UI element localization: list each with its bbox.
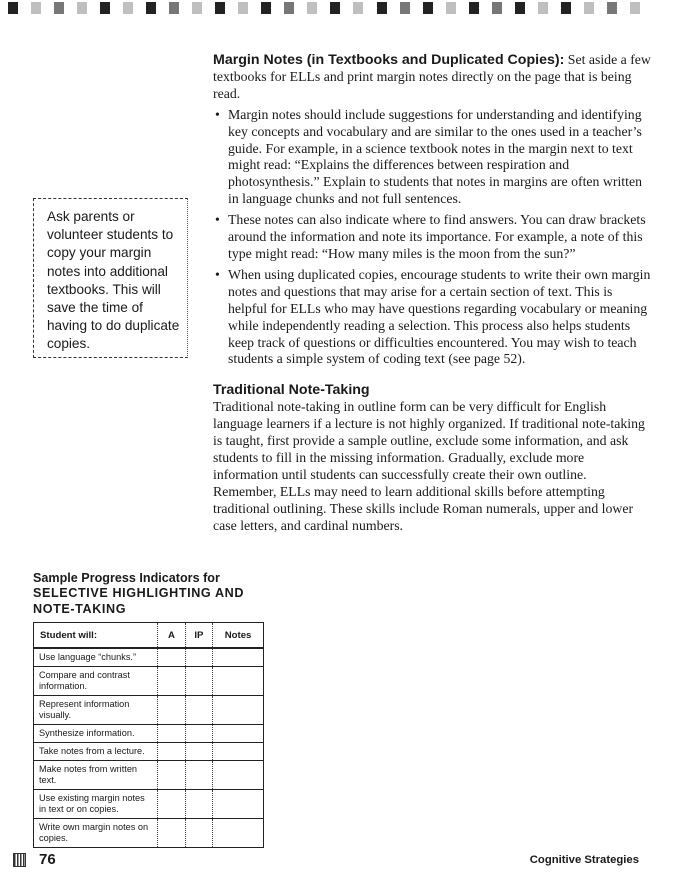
- registration-square: [146, 2, 156, 14]
- notes-cell: [213, 790, 264, 819]
- table-row: [34, 667, 264, 696]
- margin-notes-paragraph: [213, 52, 651, 103]
- registration-square: [584, 2, 594, 14]
- registration-square: [284, 2, 294, 14]
- table-row: [34, 743, 264, 761]
- checkbox-cell-a: [158, 648, 185, 667]
- column-header-notes: Notes: [213, 623, 264, 649]
- progress-indicators-table: [33, 622, 264, 848]
- registration-square: [561, 2, 571, 14]
- checkbox-cell-ip: [185, 790, 212, 819]
- list-item: • Margin notes should include suggestions for understanding and identifying key concepts and vocabulary and are similar to the ones used in a teacher’s guide. For example, in a science textbook notes in the margin next to text might read: “Explains the differences between respiration and photosynthesis.” Explain to students that notes in margins are often written in language chunks and not full sentences.: [228, 107, 651, 208]
- checkbox-cell-ip: [185, 761, 212, 790]
- registration-square: [492, 2, 502, 14]
- notes-cell: [213, 696, 264, 725]
- table-row: [34, 648, 264, 667]
- column-header-ip: IP: [185, 623, 212, 649]
- checkbox-cell-a: [158, 725, 185, 743]
- column-header-student-will: Student will:: [34, 623, 158, 649]
- registration-square: [123, 2, 133, 14]
- registration-square: [377, 2, 387, 14]
- row-label: Make notes from written text.: [34, 761, 158, 790]
- registration-square: [423, 2, 433, 14]
- table-row: [34, 790, 264, 819]
- page-number-block: [13, 851, 56, 868]
- registration-square: [54, 2, 64, 14]
- checkbox-cell-ip: [185, 743, 212, 761]
- registration-square: [515, 2, 525, 14]
- notes-cell: [213, 648, 264, 667]
- list-item: • When using duplicated copies, encourage students to write their own margin notes and questions that may arise for a certain section of text. This is helpful for ELLs who may have questions regarding vocabulary or meaning while independently reading a selection. This process also helps students keep track of questions or difficulties encountered. You may wish to teach students a simple system of coding text (see page 52).: [228, 267, 651, 368]
- notes-cell: [213, 725, 264, 743]
- notes-cell: [213, 743, 264, 761]
- registration-square: [446, 2, 456, 14]
- row-label: Represent information visually.: [34, 696, 158, 725]
- row-label: Use existing margin notes in text or on copies.: [34, 790, 158, 819]
- table-row: [34, 819, 264, 848]
- list-item: • These notes can also indicate where to find answers. You can draw brackets around the information and note its importance. For example, a note of this type might read: “How many miles is the moon from the sun?”: [228, 212, 651, 263]
- checkbox-cell-ip: [185, 819, 212, 848]
- checkbox-cell-ip: [185, 648, 212, 667]
- page-marker-icon: [13, 853, 26, 867]
- registration-square: [215, 2, 225, 14]
- margin-notes-intro: Set aside a few textbooks for ELLs and print margin notes directly on the page that is being read.: [213, 52, 651, 101]
- row-label: Compare and contrast information.: [34, 667, 158, 696]
- row-label: Synthesize information.: [34, 725, 158, 743]
- registration-square: [538, 2, 548, 14]
- section-footer-title: Cognitive Strategies: [529, 854, 639, 866]
- registration-square: [630, 2, 640, 14]
- checkbox-cell-a: [158, 743, 185, 761]
- registration-square: [400, 2, 410, 14]
- registration-square: [31, 2, 41, 14]
- registration-square: [77, 2, 87, 14]
- checkbox-cell-a: [158, 761, 185, 790]
- checkbox-cell-ip: [185, 696, 212, 725]
- registration-square: [607, 2, 617, 14]
- checkbox-cell-a: [158, 696, 185, 725]
- checkbox-cell-a: [158, 790, 185, 819]
- progress-title-line1: Sample Progress Indicators for: [33, 571, 220, 585]
- registration-square: [192, 2, 202, 14]
- top-registration-bar: [8, 2, 640, 16]
- registration-square: [307, 2, 317, 14]
- column-header-a: A: [158, 623, 185, 649]
- margin-notes-heading: Margin Notes (in Textbooks and Duplicated Copies):: [213, 52, 565, 68]
- row-label: Take notes from a lecture.: [34, 743, 158, 761]
- progress-indicators-title: [33, 571, 273, 617]
- notes-cell: [213, 761, 264, 790]
- checkbox-cell-a: [158, 667, 185, 696]
- progress-title-line3: NOTE-TAKING: [33, 601, 127, 616]
- notes-cell: [213, 667, 264, 696]
- registration-square: [261, 2, 271, 14]
- registration-square: [238, 2, 248, 14]
- tip-callout-text: Ask parents or volunteer students to copy your margin notes into additional textbooks. This will save the time of having to do duplicate copies.: [47, 209, 180, 352]
- registration-square: [8, 2, 18, 14]
- tip-callout-box: [33, 198, 188, 358]
- checkbox-cell-ip: [185, 725, 212, 743]
- registration-square: [169, 2, 179, 14]
- registration-square: [330, 2, 340, 14]
- main-text-column: [213, 52, 651, 534]
- table-row: [34, 761, 264, 790]
- notes-cell: [213, 819, 264, 848]
- traditional-note-taking-body: Traditional note-taking in outline form can be very difficult for English language learners if a lecture is not highly organized. If traditional note-taking is taught, first provide a sample outline, exclude some information, and ask students to fill in the missing information. Gradually, exclude more information until students can successfully create their own outline. Remember, ELLs may need to learn additional skills before attempting traditional outlining. These skills include Roman numerals, upper and lower case letters, and cardinal numbers.: [213, 399, 645, 533]
- registration-square: [469, 2, 479, 14]
- traditional-note-taking-heading: Traditional Note-Taking: [213, 382, 370, 399]
- row-label: Write own margin notes on copies.: [34, 819, 158, 848]
- table-row: [34, 725, 264, 743]
- registration-square: [353, 2, 363, 14]
- registration-square: [100, 2, 110, 14]
- progress-title-line2: SELECTIVE HIGHLIGHTING AND: [33, 586, 245, 601]
- checkbox-cell-ip: [185, 667, 212, 696]
- page-number: 76: [39, 851, 56, 868]
- margin-notes-list: [213, 107, 651, 369]
- checkbox-cell-a: [158, 819, 185, 848]
- table-header-row: [34, 623, 264, 649]
- table-row: [34, 696, 264, 725]
- row-label: Use language “chunks.”: [34, 648, 158, 667]
